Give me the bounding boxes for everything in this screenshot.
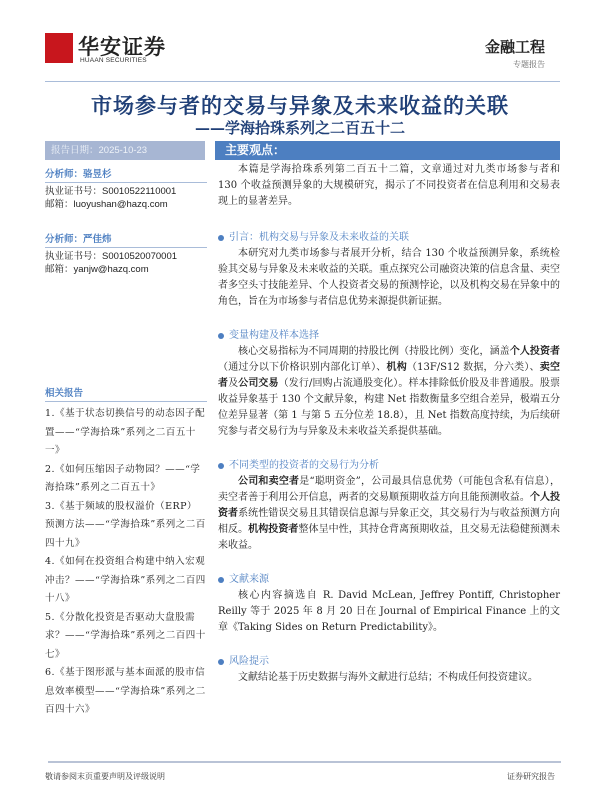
bold-term: 卖空者 xyxy=(218,362,561,389)
paragraph xyxy=(218,344,560,440)
cert-label: 执业证书号： xyxy=(45,186,103,197)
related-report-link[interactable]: 5.《分散化投资是否驱动大盘股需求？——“学海拾珠”系列之二百四十七》 xyxy=(45,611,206,660)
bold-term: 公司交易 xyxy=(238,378,279,389)
section-heading xyxy=(218,230,560,246)
text-segment: 是“聪明资金”，公司最具信息优势（可能包含私有信息），卖空者善于利用公开信息，两者的交易顺预期收益方向且能预测收益。 xyxy=(218,476,561,503)
bullet-icon xyxy=(218,235,224,241)
email-link[interactable]: yanjw@hazq.com xyxy=(73,264,149,275)
report-subtitle: ——学海拾珠系列之二百五十二 xyxy=(194,119,405,137)
bold-term: 个人投资者 xyxy=(509,346,561,357)
bold-term: 机构投资者 xyxy=(248,524,299,535)
bullet-icon xyxy=(218,463,224,469)
text-segment: （发行/回购占流通股变化）。样本排除低价股及非普通股。股票收益异象基于 130 个文献异象，构建 Net 指数衡量多空组合差异，极端五分位差异显著（第 1 与第 5 五分位差 18.8），且 Net 指数高度持续，为后续研究参与者交易行为与异象及未来收益关系提供基础。 xyxy=(218,378,561,437)
bullet-icon xyxy=(218,333,224,339)
bold-term: 公司和卖空者 xyxy=(238,476,300,487)
header-divider xyxy=(45,81,560,82)
analyst-name: 分析师：严佳炜 xyxy=(45,231,207,248)
text-segment: 文献结论基于历史数据与海外文献进行总结；不构成任何投资建议。 xyxy=(238,672,538,683)
cert-label: 执业证书号： xyxy=(45,251,103,262)
logo-chinese: 华安证券 xyxy=(78,34,166,59)
analyst-name: 分析师：骆昱杉 xyxy=(45,166,207,183)
section-heading xyxy=(218,572,560,588)
paragraph xyxy=(218,246,560,310)
bold-term: 个人投资者 xyxy=(218,492,561,519)
email-link[interactable]: luoyushan@hazq.com xyxy=(73,199,168,210)
logo-emblem-icon xyxy=(45,33,73,63)
main-content xyxy=(218,162,560,686)
paragraph xyxy=(218,474,560,554)
cert-number: S0010522110001 xyxy=(102,186,177,197)
email-label: 邮箱： xyxy=(45,199,74,210)
related-reports-heading: 相关报告 xyxy=(45,385,207,402)
related-report-link[interactable]: 1.《基于状态切换信号的动态因子配置——“学海拾珠”系列之二百五十一》 xyxy=(45,408,206,456)
analyst-block xyxy=(45,231,207,276)
text-segment: （13F/S12 数据，分六类）、 xyxy=(406,362,540,373)
related-reports xyxy=(45,385,207,720)
text-segment: 整体呈中性，其持仓背离预期收益，且交易无法稳健预测未来收益。 xyxy=(218,524,561,551)
section-heading xyxy=(218,654,560,670)
footer-disclaimer: 敬请参阅末页重要声明及评级说明 xyxy=(45,772,165,781)
paragraph xyxy=(218,670,560,686)
bold-term: 机构 xyxy=(386,362,407,373)
section-title: 风险提示 xyxy=(229,656,269,667)
related-report-link[interactable]: 3.《基于频域的股权溢价（ERP）预测方法——“学海拾珠”系列之二百四十九》 xyxy=(45,500,206,549)
footer-divider xyxy=(48,761,561,763)
related-report-link[interactable]: 4.《如何在投资组合构建中纳入宏观冲击？——“学海拾珠”系列之二百四十八》 xyxy=(45,556,206,604)
related-report-link[interactable]: 2.《如何压缩因子动物园？——“学海拾珠”系列之二百五十》 xyxy=(45,463,201,493)
main-points-heading: 主要观点： xyxy=(215,141,560,160)
text-segment: （通过分以下价格识别内部化订单）、 xyxy=(218,362,387,373)
analyst-block xyxy=(45,166,207,211)
section-title: 文献来源 xyxy=(229,574,269,585)
section-title: 变量构建及样本选择 xyxy=(229,330,319,341)
company-logo xyxy=(45,33,185,73)
text-segment: 及 xyxy=(228,378,239,389)
section-heading xyxy=(218,328,560,344)
department: 金融工程 xyxy=(484,38,545,56)
email-label: 邮箱： xyxy=(45,264,74,275)
text-segment: 系统性错误交易且其错误信息源与异象正交，其交易行为与收益预测方向相反。 xyxy=(218,508,561,535)
bullet-icon xyxy=(218,659,224,665)
logo-english: HUAAN SECURITIES xyxy=(80,57,147,64)
related-report-link[interactable]: 6.《基于图形派与基本面派的股市信息效率模型——“学海拾珠”系列之二百四十六》 xyxy=(45,667,206,715)
report-title: 市场参与者的交易与异象及未来收益的关联 xyxy=(91,93,509,118)
section-heading xyxy=(218,458,560,474)
cert-number: S0010520070001 xyxy=(102,251,178,262)
text-segment: 本篇是学海拾珠系列第二百五十二篇，文章通过对九类市场参与者和 130 个收益预测异象的大规模研究，揭示了不同投资者在信息利用和交易表现上的显著差异。 xyxy=(218,164,560,207)
section-title: 不同类型的投资者的交易行为分析 xyxy=(229,460,379,471)
report-type: 专题报告 xyxy=(513,60,545,69)
section-title: 引言：机构交易与异象及未来收益的关联 xyxy=(229,232,409,243)
bullet-icon xyxy=(218,577,224,583)
paragraph xyxy=(218,162,560,210)
text-segment: 本研究对九类市场参与者展开分析，结合 130 个收益预测异象，系统检验其交易与异象及未来收益的关联。重点探究公司融资决策的信息含量、卖空者多空头寸技能差异、个人投资者交易的预测悖论，以及机构交易在异象中的角色，旨在为市场参与者信息优势来源提供新证据。 xyxy=(218,248,560,307)
footer-label: 证券研究报告 xyxy=(507,772,555,781)
text-segment: 核心交易指标为不同周期的持股比例（持股比例）变化，涵盖 xyxy=(238,346,510,357)
text-segment: 核心内容摘选自 R. David McLean, Jeffrey Pontiff, Christopher Reilly 等于 2025 年 8 月 20 日在 Journal of Empirical Finance 上的文章《Taking Sides on Return Predictability》。 xyxy=(218,590,560,633)
paragraph xyxy=(218,588,560,636)
report-date: 报告日期：2025-10-23 xyxy=(45,141,205,160)
